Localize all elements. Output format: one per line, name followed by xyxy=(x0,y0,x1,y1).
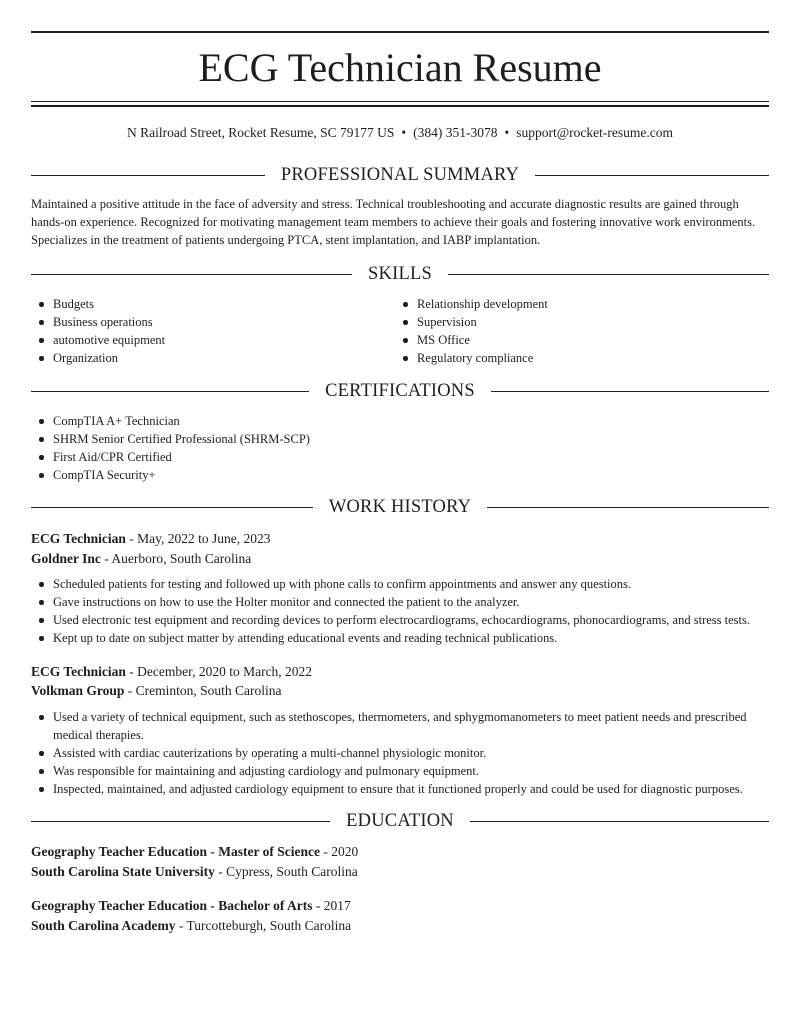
title-divider xyxy=(31,101,769,107)
contact-separator: • xyxy=(504,125,510,140)
job-bullet: Kept up to date on subject matter by attending educational events and reading technical publications. xyxy=(31,629,769,647)
school: South Carolina Academy xyxy=(31,918,176,933)
skills-heading-label: SKILLS xyxy=(352,264,448,284)
job-title: ECG Technician xyxy=(31,664,126,679)
summary-text: Maintained a positive attitude in the face of adversity and stress. Technical troubleshooting and accurate diagnostic results are gained through hands-on experience. Recognized for motivating management team members to achieve their goals and fostering innovative work environments. Specializes in the treatment of patients undergoing PTCA, stent implantation, and IABP implantation. xyxy=(31,197,756,247)
top-rule xyxy=(31,31,769,33)
skills-heading xyxy=(31,263,769,287)
work-history-heading-label: WORK HISTORY xyxy=(313,497,487,517)
contact-separator: • xyxy=(401,125,407,140)
job-company-line xyxy=(31,549,769,569)
job-location: - Creminton, South Carolina xyxy=(124,683,282,698)
school: South Carolina State University xyxy=(31,864,215,879)
school-line xyxy=(31,916,769,936)
job-title-line xyxy=(31,662,769,682)
skill-item: Organization xyxy=(31,349,391,367)
certifications-list xyxy=(31,412,769,484)
skills-list-right xyxy=(395,295,765,367)
certifications-heading xyxy=(31,380,769,404)
job-dates: - May, 2022 to June, 2023 xyxy=(125,531,271,546)
degree-line xyxy=(31,896,769,916)
degree-year: - 2017 xyxy=(312,898,351,913)
degree-year: - 2020 xyxy=(319,844,359,859)
skill-item: Regulatory compliance xyxy=(395,349,765,367)
degree-line xyxy=(31,842,769,862)
job-title: ECG Technician xyxy=(31,531,126,546)
job-bullet: Assisted with cardiac cauterizations by operating a multi-channel physiologic monitor. xyxy=(31,744,769,762)
job-bullet: Used electronic test equipment and recording devices to perform electrocardiograms, echocardiograms, phonocardiograms, and stress tests. xyxy=(31,611,769,629)
skill-item: Budgets xyxy=(31,295,391,313)
email: support@rocket-resume.com xyxy=(516,125,673,140)
skill-item: automotive equipment xyxy=(31,331,391,349)
skills-list-left xyxy=(31,295,391,367)
job-company-line xyxy=(31,681,769,701)
contact-line xyxy=(31,123,769,143)
job-bullet: Used a variety of technical equipment, such as stethoscopes, thermometers, and sphygmomanometers to meet patient needs and prescribed medical therapies. xyxy=(31,708,769,744)
skill-item: Supervision xyxy=(395,313,765,331)
education-heading-label: EDUCATION xyxy=(330,811,470,831)
certification-item: SHRM Senior Certified Professional (SHRM-SCP) xyxy=(31,430,769,448)
job-bullet: Inspected, maintained, and adjusted cardiology equipment to ensure that it functioned properly and could be used for diagnostic purposes. xyxy=(31,780,769,798)
job-bullet: Scheduled patients for testing and followed up with phone calls to confirm appointments and answer any questions. xyxy=(31,575,769,593)
school-location: - Cypress, South Carolina xyxy=(214,864,358,879)
job-dates: - December, 2020 to March, 2022 xyxy=(125,664,313,679)
job-title-line xyxy=(31,529,769,549)
degree: Geography Teacher Education - Bachelor of Arts xyxy=(31,898,313,913)
job-company: Volkman Group xyxy=(31,683,125,698)
address: N Railroad Street, Rocket Resume, SC 79177 US xyxy=(127,125,395,140)
job-bullet: Gave instructions on how to use the Holter monitor and connected the patient to the analyzer. xyxy=(31,593,769,611)
degree: Geography Teacher Education - Master of Science xyxy=(31,844,320,859)
job-company: Goldner Inc xyxy=(31,551,101,566)
skill-item: Relationship development xyxy=(395,295,765,313)
job-location: - Auerboro, South Carolina xyxy=(100,551,252,566)
work-history-heading xyxy=(31,496,769,520)
skill-item: Business operations xyxy=(31,313,391,331)
job-bullet: Was responsible for maintaining and adjusting cardiology and pulmonary equipment. xyxy=(31,762,769,780)
certification-item: CompTIA Security+ xyxy=(31,466,769,484)
school-location: - Turcotteburgh, South Carolina xyxy=(175,918,352,933)
summary-heading-label: PROFESSIONAL SUMMARY xyxy=(265,165,535,185)
certification-item: CompTIA A+ Technician xyxy=(31,412,769,430)
education-heading xyxy=(31,810,769,834)
job-bullets xyxy=(31,708,769,798)
resume-title: ECG Technician Resume xyxy=(198,45,602,90)
phone: (384) 351-3078 xyxy=(413,125,498,140)
skill-item: MS Office xyxy=(395,331,765,349)
certifications-heading-label: CERTIFICATIONS xyxy=(309,381,491,401)
job-bullets xyxy=(31,575,769,647)
school-line xyxy=(31,862,769,882)
certification-item: First Aid/CPR Certified xyxy=(31,448,769,466)
summary-heading xyxy=(31,164,769,188)
